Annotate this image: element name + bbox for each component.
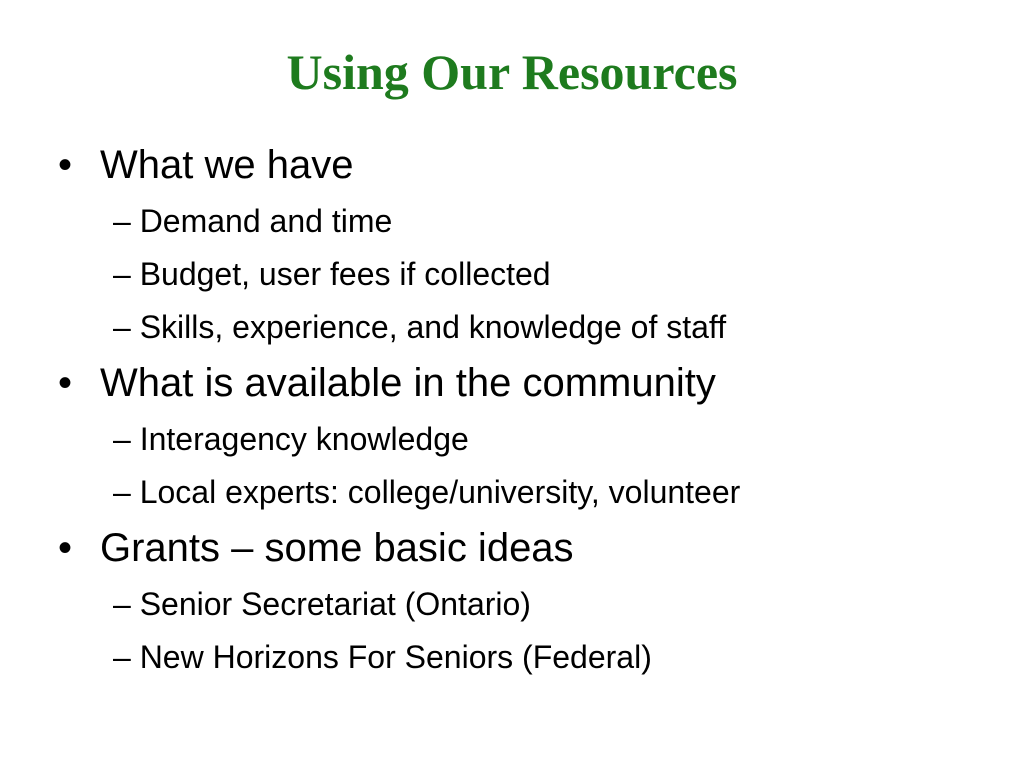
sub-item-text: New Horizons For Seniors (Federal) xyxy=(139,639,652,675)
sub-item xyxy=(113,638,652,676)
dash-icon: – xyxy=(113,639,131,675)
bullet-item xyxy=(58,141,353,189)
dash-icon: – xyxy=(113,203,131,239)
sub-item-text: Senior Secretariat (Ontario) xyxy=(139,586,531,622)
sub-item xyxy=(113,255,551,293)
bullet-icon: • xyxy=(58,143,73,187)
slide-title: Using Our Resources xyxy=(286,44,738,100)
sub-item xyxy=(113,308,726,346)
bullet-icon: • xyxy=(58,526,73,570)
bullet-item xyxy=(58,359,716,407)
sub-item-text: Local experts: college/university, volunteer xyxy=(139,474,741,510)
bullet-icon: • xyxy=(58,361,73,405)
bullet-text: Grants – some basic ideas xyxy=(100,526,574,570)
sub-item xyxy=(113,420,469,458)
sub-item-text: Interagency knowledge xyxy=(139,421,469,457)
sub-item xyxy=(113,473,740,511)
sub-item-text: Skills, experience, and knowledge of staff xyxy=(139,309,727,345)
dash-icon: – xyxy=(113,586,131,622)
dash-icon: – xyxy=(113,474,131,510)
sub-item xyxy=(113,585,531,623)
sub-item xyxy=(113,202,392,240)
dash-icon: – xyxy=(113,309,131,345)
bullet-text: What we have xyxy=(100,143,354,187)
bullet-item xyxy=(58,524,574,572)
dash-icon: – xyxy=(113,421,131,457)
sub-item-text: Demand and time xyxy=(139,203,393,239)
sub-item-text: Budget, user fees if collected xyxy=(139,256,551,292)
dash-icon: – xyxy=(113,256,131,292)
bullet-text: What is available in the community xyxy=(100,361,716,405)
